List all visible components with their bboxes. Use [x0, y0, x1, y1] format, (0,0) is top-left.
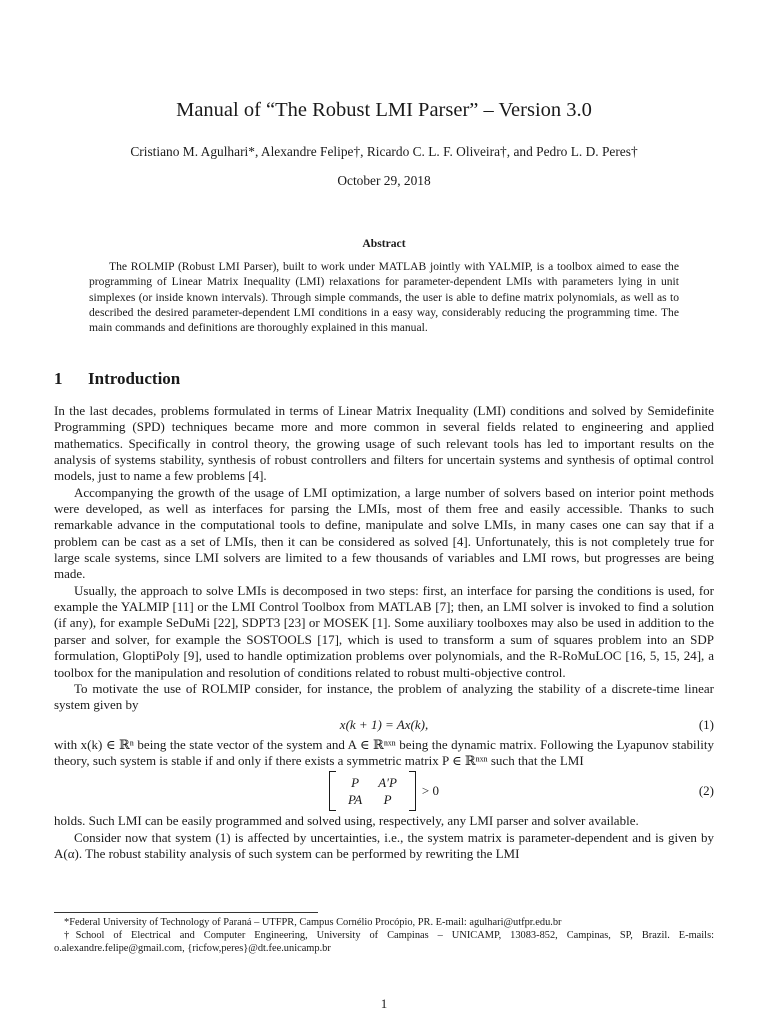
- page-number: 1: [380, 996, 388, 1011]
- matrix-cell: P: [383, 792, 392, 808]
- paragraph-5: with x(k) ∈ ℝⁿ being the state vector of the system and A ∈ ℝⁿˣⁿ being the dynamic matrix. Following the Lyapunov stability theory, such system is stable if and only if there exists a symmetric matrix P ∈ ℝⁿˣⁿ such that the LMI: [54, 736, 714, 768]
- equation-1-expression: x(k + 1) = Ax(k),: [339, 716, 429, 732]
- abstract-heading: Abstract: [362, 237, 406, 250]
- footnote-2: †School of Electrical and Computer Engineering, University of Campinas – UNICAMP, 13083-852, Campinas, SP, Brazil. E-mails: o.alexandre.felipe@gmail.com, {ricfow,peres}@dt.fee.unicamp.br: [54, 930, 714, 955]
- section-heading: [54, 368, 180, 390]
- body-text: [54, 403, 714, 862]
- paragraph-4: To motivate the use of ROLMIP consider, for instance, the problem of analyzing the stability of a discrete-time linear system given by: [54, 680, 714, 713]
- matrix-table: [340, 774, 405, 808]
- equation-2-rhs: > 0: [421, 783, 440, 799]
- paragraph-6: holds. Such LMI can be easily programmed and solved using, respectively, any LMI parser and solver available.: [54, 813, 639, 829]
- matrix-cell: P: [351, 775, 360, 791]
- equation-2: [54, 769, 714, 813]
- paragraph-7: Consider now that system (1) is affected by uncertainties, i.e., the system matrix is parameter-dependent and is given by A(α). The robust stability analysis of such system can be performed by rewriting the LMI: [54, 829, 714, 861]
- footnote-rule: [54, 912, 318, 913]
- paper-date: October 29, 2018: [337, 173, 431, 188]
- section-title: Introduction: [88, 369, 181, 388]
- left-bracket: [329, 771, 336, 811]
- footnotes: [54, 916, 714, 956]
- abstract-block: [89, 259, 679, 335]
- section-number: 1: [54, 369, 63, 388]
- author-list: Cristiano M. Agulhari*, Alexandre Felipe†, Ricardo C. L. F. Oliveira†, and Pedro L. D. Peres†: [130, 144, 638, 159]
- paragraph-1: In the last decades, problems formulated in terms of Linear Matrix Inequality (LMI) conditions and solved by Semidefinite Programming (SPD) techniques became more and more common in several fields related to engineering and applied mathematics. Specifically in control theory, the growing usage of such relevant tools has led to important results on the analysis of systems stability, synthesis of robust controllers and filters for uncertain systems and synthesis of optimal control models, just to name a few problems [4].: [54, 403, 714, 484]
- right-bracket: [409, 771, 416, 811]
- paper-title: Manual of “The Robust LMI Parser” – Version 3.0: [176, 99, 592, 121]
- equation-1: [54, 714, 714, 737]
- equation-1-tag: (1): [698, 716, 714, 732]
- footnote-1: *Federal University of Technology of Paraná – UTFPR, Campus Cornélio Procópio, PR. E-mail: agulhari@utfpr.edu.br: [64, 917, 562, 928]
- matrix-cell: PA: [347, 792, 363, 808]
- lmi-matrix: [329, 771, 416, 811]
- paragraph-2: Accompanying the growth of the usage of LMI optimization, a large number of solvers based on interior point methods were developed, as well as interfaces for parsing the LMIs, most of them free and easily accessible. Thanks to such remarkable advance in the computational tools to define, manipulate and solve LMIs, in many cases one can say that if a problem can be cast as a set of LMIs, then it can be considered as solved [4]. Unfortunately, this is not completely true for large scale systems, since LMI solvers are limited to a few thousands of variables and LMI rows, but progresses are being made.: [54, 484, 714, 582]
- matrix-cell: A′P: [378, 775, 397, 791]
- paragraph-3: Usually, the approach to solve LMIs is decomposed in two steps: first, an interface for parsing the conditions is used, for example the YALMIP [11] or the LMI Control Toolbox from MATLAB [7]; then, an LMI solver is invoked to find a solution (if any), for example SeDuMi [22], SDPT3 [23] or MOSEK [1]. Some auxiliary toolboxes may also be used in addition to the parser and solver, for example the SOSTOOLS [17], which is used to transform a sum of squares problem into an SDP formulation, GloptiPoly [9], used to handle optimization problems over polynomials, and the R-RoMuLOC [16, 5, 15, 24], a toolbox for the manipulation and resolution of conditions related to robust multi-objective control.: [54, 582, 714, 680]
- abstract-text: The ROLMIP (Robust LMI Parser), built to work under MATLAB jointly with YALMIP, is a toolbox aimed to ease the programming of Linear Matrix Inequality (LMI) relaxations for parameter-dependent LMIs with parameters lying in unit simplexes (or inside known intervals). Through simple commands, the user is able to define matrix polynomials, as well as to described the desired parameter-dependent LMI conditions in a easy way, considerably reducing the programming time. The main commands and definitions are thoroughly explained in this manual.: [89, 260, 679, 335]
- equation-2-tag: (2): [698, 783, 714, 799]
